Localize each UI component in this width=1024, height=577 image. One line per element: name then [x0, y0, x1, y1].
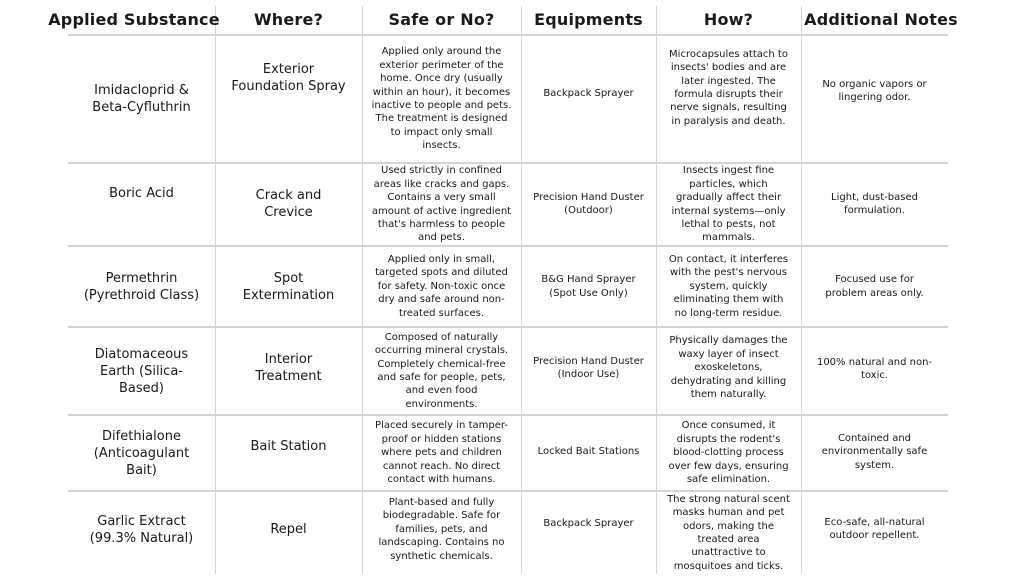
where-cell: Spot Extermination — [242, 270, 335, 303]
equipment-cell: B&G Hand Sprayer (Spot Use Only) — [541, 274, 636, 299]
header-equipments: Equipments — [534, 9, 643, 29]
substance-cell: Garlic Extract (99.3% Natural) — [89, 513, 194, 546]
safety-cell: Used strictly in confined areas like cracks and gaps. Contains a very small amount of active ingredient that's harmless to people and pets. — [371, 165, 512, 244]
how-cell: Insects ingest fine particles, which gradually affect their internal systems—only lethal to pests, not mammals. — [671, 165, 786, 244]
where-cell: Crack and Crevice — [255, 188, 322, 220]
equipment-cell: Locked Bait Stations — [537, 446, 640, 458]
header-additional-notes: Additional Notes — [804, 9, 958, 29]
equipment-cell: Backpack Sprayer — [543, 88, 634, 100]
notes-cell: Focused use for problem areas only. — [825, 274, 924, 299]
substance-cell: Imidacloprid & Beta-Cyfluthrin — [92, 83, 191, 115]
notes-cell: 100% natural and non-toxic. — [816, 356, 933, 381]
where-cell: Bait Station — [250, 438, 327, 454]
where-cell: Interior Treatment — [255, 352, 322, 384]
substance-cell: Permethrin (Pyrethroid Class) — [83, 270, 200, 303]
substance-cell: Boric Acid — [109, 186, 174, 201]
how-cell: Microcapsules attach to insects' bodies and are later ingested. The formula disrupts their nerve signals, resulting in paralysis and death. — [669, 48, 788, 127]
how-cell: Physically damages the waxy layer of insect exoskeletons, dehydrating and killing them naturally. — [669, 335, 788, 401]
header-where: Where? — [253, 9, 324, 29]
header-how: How? — [703, 9, 754, 29]
safety-cell: Plant-based and fully biodegradable. Safe for families, pets, and landscaping. Contains no synthetic chemicals. — [378, 496, 505, 562]
safety-cell: Applied only around the exterior perimeter of the home. Once dry (usually within an hour), it becomes inactive to people and pets. The treatment is designed to impact only small insects. — [371, 46, 512, 152]
equipment-cell: Backpack Sprayer — [543, 518, 634, 530]
notes-cell: No organic vapors or lingering odor. — [822, 78, 927, 103]
where-cell: Repel — [270, 522, 307, 537]
safety-cell: Applied only in small, targeted spots and diluted for safety. Non-toxic once dry and safe around non-treated surfaces. — [375, 253, 508, 319]
safety-cell: Placed securely in tamper-proof or hidden stations where pets and children cannot reach. No direct contact with humans. — [375, 420, 508, 486]
notes-cell: Light, dust-based formulation. — [831, 191, 918, 216]
how-cell: Once consumed, it disrupts the rodent's blood-clotting process over few days, ensuring safe elimination. — [668, 420, 789, 486]
header-applied-substance: Applied Substance — [48, 9, 220, 29]
notes-cell: Eco-safe, all-natural outdoor repellent. — [824, 516, 925, 541]
where-cell: Exterior Foundation Spray — [231, 62, 346, 94]
equipment-cell: Precision Hand Duster (Indoor Use) — [533, 355, 644, 380]
how-cell: The strong natural scent masks human and pet odors, making the treated area unattractive to mosquitoes and ticks. — [667, 493, 790, 572]
substance-cell: Diatomaceous Earth (Silica-Based) — [94, 346, 189, 396]
notes-cell: Contained and environmentally safe system. — [821, 432, 928, 471]
equipment-cell: Precision Hand Duster (Outdoor) — [533, 191, 644, 216]
header-safe-or-no: Safe or No? — [388, 9, 495, 29]
safety-cell: Composed of naturally occurring mineral crystals. Completely chemical-free and safe for people, pets, and even food environments. — [374, 331, 509, 410]
substance-cell: Difethialone (Anticoagulant Bait) — [93, 428, 190, 478]
how-cell: On contact, it interferes with the pest's nervous system, quickly eliminating them with no long-term residue. — [668, 253, 789, 319]
